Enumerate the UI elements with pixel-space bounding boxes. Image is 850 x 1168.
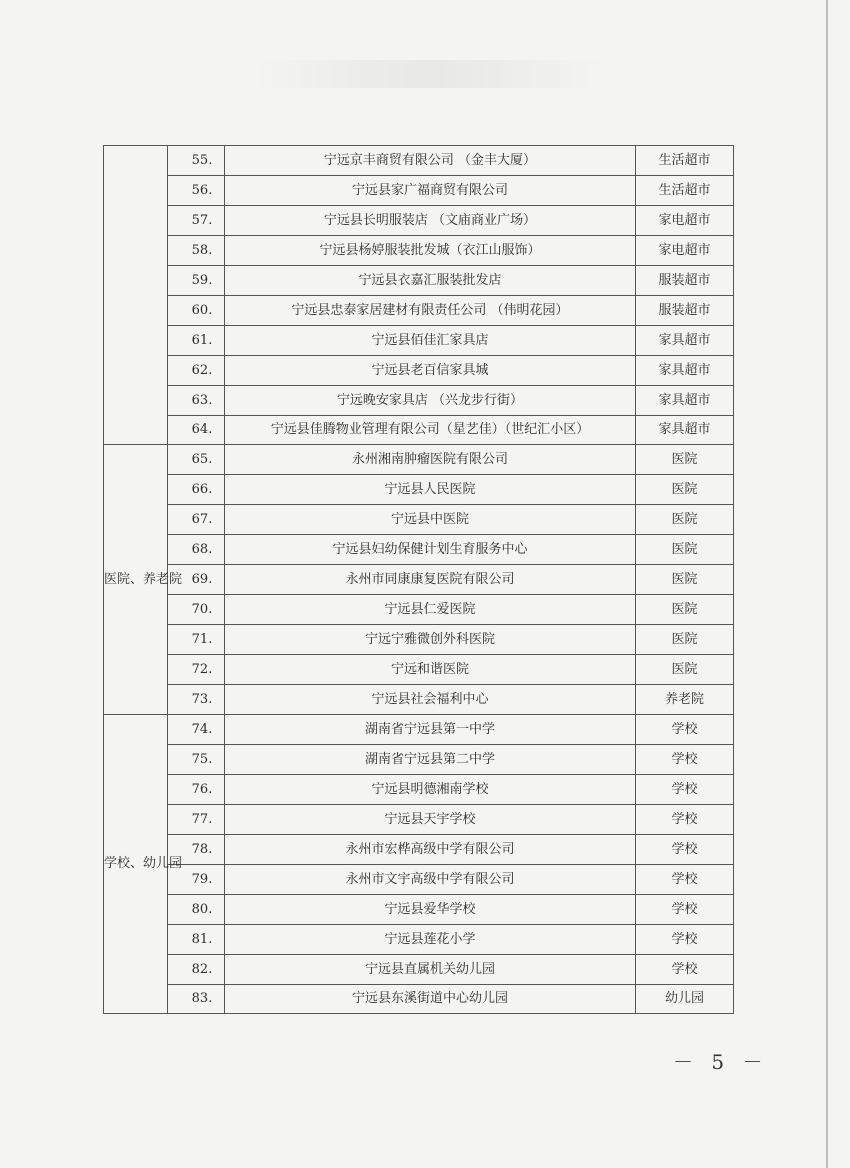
type-cell: 学校	[636, 895, 734, 925]
table-row	[104, 505, 734, 535]
category-cell: 学校、幼儿园	[104, 715, 168, 1014]
number-cell: 74.	[168, 715, 225, 745]
number-cell: 77.	[168, 805, 225, 835]
type-cell: 学校	[636, 835, 734, 865]
number-cell: 75.	[168, 745, 225, 775]
table-row	[104, 445, 734, 475]
category-cell	[104, 146, 168, 445]
table-row	[104, 296, 734, 326]
table-row	[104, 565, 734, 595]
type-cell: 生活超市	[636, 176, 734, 206]
institution-table-body	[104, 146, 734, 1014]
type-cell: 幼儿园	[636, 985, 734, 1014]
table-row	[104, 925, 734, 955]
type-cell: 服装超市	[636, 296, 734, 326]
name-cell: 永州市文宇高级中学有限公司	[225, 865, 636, 895]
number-cell: 59.	[168, 266, 225, 296]
table-row	[104, 326, 734, 356]
table-row	[104, 176, 734, 206]
number-cell: 69.	[168, 565, 225, 595]
name-cell: 宁远县社会福利中心	[225, 685, 636, 715]
table-row	[104, 835, 734, 865]
name-cell: 宁远京丰商贸有限公司 （金丰大厦）	[225, 146, 636, 176]
bleed-through-shadow	[250, 60, 610, 88]
number-cell: 64.	[168, 416, 225, 445]
table-row	[104, 386, 734, 416]
type-cell: 医院	[636, 595, 734, 625]
table-row	[104, 625, 734, 655]
name-cell: 湖南省宁远县第一中学	[225, 715, 636, 745]
number-cell: 62.	[168, 356, 225, 386]
table-row	[104, 266, 734, 296]
name-cell: 湖南省宁远县第二中学	[225, 745, 636, 775]
type-cell: 医院	[636, 475, 734, 505]
number-cell: 65.	[168, 445, 225, 475]
type-cell: 家具超市	[636, 386, 734, 416]
type-cell: 学校	[636, 775, 734, 805]
number-cell: 58.	[168, 236, 225, 266]
type-cell: 服装超市	[636, 266, 734, 296]
number-cell: 78.	[168, 835, 225, 865]
name-cell: 永州市同康康复医院有限公司	[225, 565, 636, 595]
table-row	[104, 715, 734, 745]
name-cell: 宁远宁雅微创外科医院	[225, 625, 636, 655]
table-row	[104, 206, 734, 236]
type-cell: 家具超市	[636, 326, 734, 356]
table-row	[104, 416, 734, 445]
name-cell: 永州湘南肿瘤医院有限公司	[225, 445, 636, 475]
number-cell: 57.	[168, 206, 225, 236]
type-cell: 家具超市	[636, 416, 734, 445]
name-cell: 宁远县人民医院	[225, 475, 636, 505]
type-cell: 家电超市	[636, 236, 734, 266]
table-row	[104, 356, 734, 386]
type-cell: 学校	[636, 865, 734, 895]
number-cell: 79.	[168, 865, 225, 895]
table-row	[104, 955, 734, 985]
table-row	[104, 475, 734, 505]
number-cell: 82.	[168, 955, 225, 985]
number-cell: 71.	[168, 625, 225, 655]
number-cell: 61.	[168, 326, 225, 356]
name-cell: 宁远县仁爱医院	[225, 595, 636, 625]
type-cell: 生活超市	[636, 146, 734, 176]
page-edge	[826, 0, 828, 1168]
number-cell: 76.	[168, 775, 225, 805]
type-cell: 医院	[636, 505, 734, 535]
name-cell: 宁远县妇幼保健计划生育服务中心	[225, 535, 636, 565]
name-cell: 宁远县衣嘉汇服装批发店	[225, 266, 636, 296]
table-row	[104, 985, 734, 1014]
table-row	[104, 655, 734, 685]
name-cell: 宁远县老百信家具城	[225, 356, 636, 386]
name-cell: 宁远县爱华学校	[225, 895, 636, 925]
type-cell: 医院	[636, 625, 734, 655]
table-row	[104, 775, 734, 805]
table-row	[104, 146, 734, 176]
type-cell: 医院	[636, 565, 734, 595]
table-row	[104, 595, 734, 625]
name-cell: 宁远县东溪街道中心幼儿园	[225, 985, 636, 1014]
name-cell: 宁远县天宇学校	[225, 805, 636, 835]
name-cell: 宁远县杨婷服装批发城（衣江山服饰）	[225, 236, 636, 266]
type-cell: 医院	[636, 655, 734, 685]
name-cell: 宁远县明德湘南学校	[225, 775, 636, 805]
page-number: － 5 －	[673, 1050, 769, 1074]
type-cell: 学校	[636, 955, 734, 985]
number-cell: 80.	[168, 895, 225, 925]
type-cell: 医院	[636, 445, 734, 475]
number-cell: 55.	[168, 146, 225, 176]
number-cell: 60.	[168, 296, 225, 326]
table-row	[104, 535, 734, 565]
type-cell: 医院	[636, 535, 734, 565]
number-cell: 63.	[168, 386, 225, 416]
number-cell: 81.	[168, 925, 225, 955]
name-cell: 宁远县莲花小学	[225, 925, 636, 955]
type-cell: 家电超市	[636, 206, 734, 236]
type-cell: 学校	[636, 805, 734, 835]
name-cell: 宁远县佳腾物业管理有限公司（星艺佳）（世纪汇小区）	[225, 416, 636, 445]
name-cell: 永州市宏桦高级中学有限公司	[225, 835, 636, 865]
name-cell: 宁远县佰佳汇家具店	[225, 326, 636, 356]
number-cell: 67.	[168, 505, 225, 535]
type-cell: 学校	[636, 745, 734, 775]
type-cell: 家具超市	[636, 356, 734, 386]
name-cell: 宁远和谐医院	[225, 655, 636, 685]
name-cell: 宁远县家广福商贸有限公司	[225, 176, 636, 206]
number-cell: 73.	[168, 685, 225, 715]
number-cell: 56.	[168, 176, 225, 206]
name-cell: 宁远县长明服装店 （文庙商业广场）	[225, 206, 636, 236]
type-cell: 学校	[636, 925, 734, 955]
type-cell: 学校	[636, 715, 734, 745]
number-cell: 72.	[168, 655, 225, 685]
name-cell: 宁远县忠泰家居建材有限责任公司 （伟明花园）	[225, 296, 636, 326]
institution-table	[103, 145, 734, 1014]
type-cell: 养老院	[636, 685, 734, 715]
number-cell: 83.	[168, 985, 225, 1014]
table-row	[104, 236, 734, 266]
table-row	[104, 685, 734, 715]
table-row	[104, 895, 734, 925]
number-cell: 68.	[168, 535, 225, 565]
table-row	[104, 865, 734, 895]
category-cell: 医院、养老院	[104, 445, 168, 715]
table-row	[104, 745, 734, 775]
name-cell: 宁远县直属机关幼儿园	[225, 955, 636, 985]
name-cell: 宁远县中医院	[225, 505, 636, 535]
name-cell: 宁远晚安家具店 （兴龙步行街）	[225, 386, 636, 416]
number-cell: 70.	[168, 595, 225, 625]
table-row	[104, 805, 734, 835]
number-cell: 66.	[168, 475, 225, 505]
